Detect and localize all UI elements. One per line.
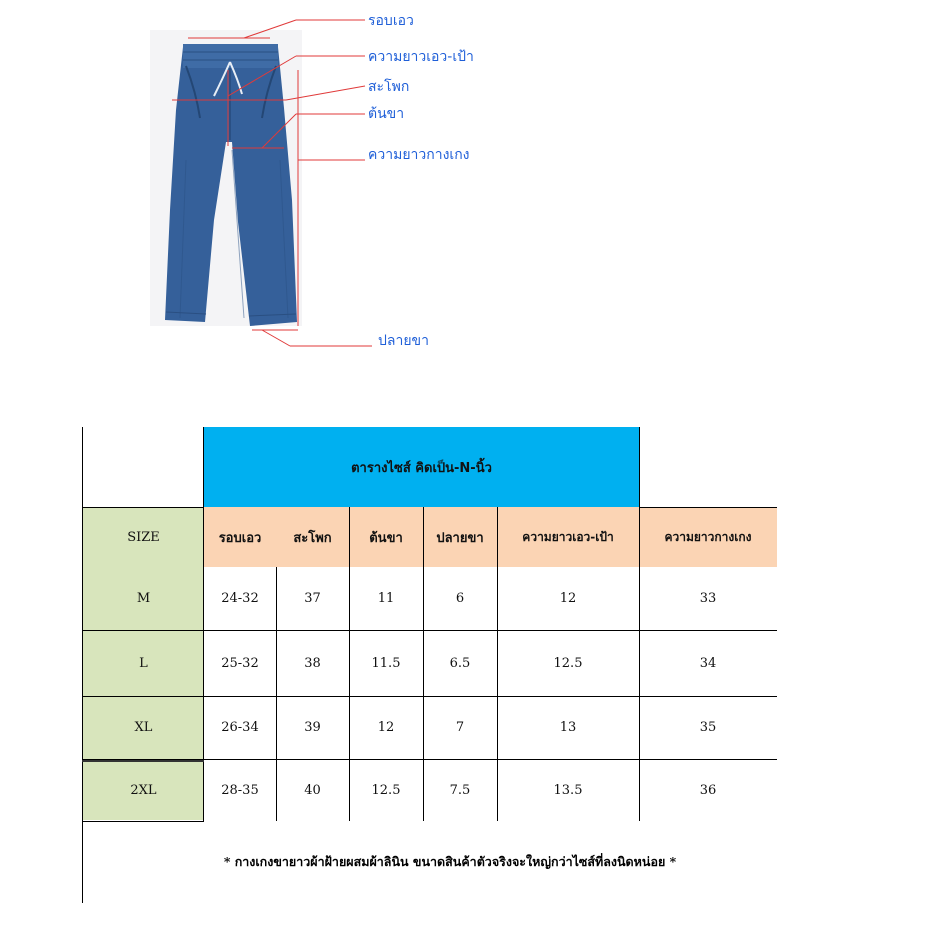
row-2xl-leg-opening: 7.5 <box>449 782 471 798</box>
grid-line <box>639 507 777 508</box>
grid-line <box>82 696 777 697</box>
measurement-illustration <box>0 0 946 400</box>
row-m-pants-length: 33 <box>699 591 717 606</box>
row-l-leg-opening: 6.5 <box>449 655 471 671</box>
header-waist-to-crotch: ความยาวเอว-เป้า <box>522 529 614 544</box>
row-m-thigh: 11 <box>377 591 395 606</box>
table-title: ตารางไซส์ คิดเป็น-N-นิ้ว <box>351 460 492 476</box>
grid-line <box>82 821 204 822</box>
row-xl-size: XL <box>134 720 153 735</box>
label-thigh: ต้นขา <box>368 106 405 122</box>
label-hip: สะโพก <box>368 79 410 95</box>
header-size: SIZE <box>127 529 160 545</box>
row-2xl-pants-length: 36 <box>699 782 717 798</box>
row-m-size: M <box>136 591 151 606</box>
label-waist-to-crotch: ความยาวเอว-เป้า <box>368 49 474 65</box>
grid-line <box>497 507 498 821</box>
grid-line <box>82 630 777 631</box>
row-m-hip: 37 <box>304 591 321 606</box>
row-xl-waist-to-crotch: 13 <box>559 720 577 735</box>
row-m-waist: 24-32 <box>221 591 259 606</box>
row-2xl-waist: 28-35 <box>221 782 259 798</box>
row-l-hip: 38 <box>304 655 321 671</box>
row-m-waist-to-crotch: 12 <box>559 591 577 606</box>
row-l-pants-length: 34 <box>699 655 717 671</box>
grid-line <box>349 507 350 821</box>
row-m-leg-opening: 6 <box>455 591 465 606</box>
grid-line <box>82 760 204 762</box>
row-xl-thigh: 12 <box>377 720 395 735</box>
header-thigh: ต้นขา <box>369 530 403 546</box>
row-l-size: L <box>139 655 148 671</box>
grid-line <box>423 507 424 821</box>
header-pants-length: ความยาวกางเกง <box>664 529 752 544</box>
grid-line <box>639 427 640 821</box>
row-2xl-size: 2XL <box>130 782 157 798</box>
header-leg-opening: ปลายขา <box>436 530 484 546</box>
row-2xl-waist-to-crotch: 13.5 <box>553 782 583 798</box>
header-hip: สะโพก <box>293 530 332 546</box>
table-border-left <box>82 427 83 903</box>
header-waist: รอบเอว <box>218 530 262 546</box>
label-waist: รอบเอว <box>368 13 414 29</box>
grid-line <box>276 567 277 821</box>
row-l-thigh: 11.5 <box>371 655 401 671</box>
footnote: * กางเกงขายาวผ้าฝ้ายผสมผ้าลินิน ขนาดสินค้าตัวจริงจะใหญ่กว่าไซส์ที่ลงนิดหน่อย * <box>223 854 677 869</box>
row-xl-pants-length: 35 <box>699 720 717 735</box>
label-pants-length: ความยาวกางเกง <box>368 147 470 163</box>
row-xl-leg-opening: 7 <box>455 720 465 735</box>
grid-line <box>82 507 204 508</box>
row-2xl-hip: 40 <box>304 782 321 798</box>
label-leg-opening: ปลายขา <box>378 333 429 349</box>
row-2xl-thigh: 12.5 <box>371 782 401 798</box>
row-xl-hip: 39 <box>304 720 321 735</box>
row-l-waist-to-crotch: 12.5 <box>553 655 583 671</box>
row-xl-waist: 26-34 <box>221 720 259 735</box>
row-l-waist: 25-32 <box>221 655 259 671</box>
